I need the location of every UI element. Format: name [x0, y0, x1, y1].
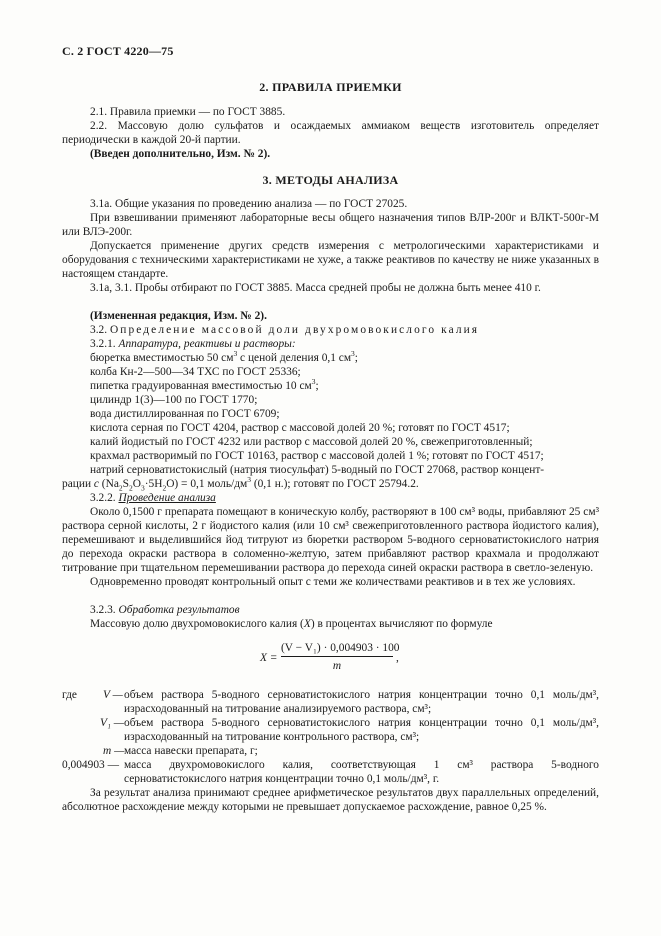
amendment-note-3: (Измененная редакция, Изм. № 2). — [90, 310, 267, 322]
clause-3-2 — [90, 323, 479, 337]
clause-3-2-number: 3.2. — [90, 324, 108, 336]
item-cylinder: цилиндр 1(3)—100 по ГОСТ 1770; — [90, 394, 258, 406]
formula-comma: , — [396, 652, 399, 664]
page-header: С. 2 ГОСТ 4220—75 — [62, 44, 174, 58]
item-starch: крахмал растворимый по ГОСТ 10163, раствор с массовой долей 1 %; готовят по ГОСТ 4517; — [90, 450, 544, 462]
amendment-note-2: (Введен дополнительно, Изм. № 2). — [90, 148, 271, 160]
where-label: где — [62, 689, 77, 701]
formula-intro: Массовую долю двухромовокислого калия (X) в процентах вычисляют по формуле — [90, 618, 493, 630]
clause-3-2-3 — [90, 603, 240, 617]
term-v-label: V — — [103, 689, 123, 701]
clause-3-2-1-title: Аппаратура, реактивы и растворы: — [118, 338, 296, 350]
formula-denominator: m — [332, 660, 342, 672]
term-m-text: масса навески препарата, г; — [124, 745, 258, 757]
item-water: вода дистиллированная по ГОСТ 6709; — [90, 408, 280, 420]
paragraph-2-2: 2.2. Массовую долю сульфатов и осаждаемых аммиаком веществ изготовитель определяет периодически в каждой 20-й партии. — [62, 120, 599, 147]
term-v1-label: V₁ — — [100, 717, 124, 729]
clause-3-2-3-title: Обработка результатов — [118, 604, 240, 616]
term-v1-text: объем раствора 5-водного серноватистокислого натрия концентрации точно 0,1 моль/дм³, израсходованный на титрование контрольного раствора, см³; — [124, 717, 599, 744]
clause-3-2-1 — [90, 337, 296, 351]
section-2-title: 2. ПРАВИЛА ПРИЕМКИ — [259, 80, 402, 94]
clause-3-2-3-number: 3.2.3. — [90, 604, 116, 616]
control-experiment: Одновременно проводят контрольный опыт с теми же количествами реактивов и в тех же условиях. — [90, 576, 576, 588]
clause-3-2-1-number: 3.2.1. — [90, 338, 116, 350]
clause-3-2-2-number: 3.2.2. — [90, 492, 116, 504]
final-result-paragraph: За результат анализа принимают среднее арифметическое результатов двух параллельных определений, абсолютное расхождение между которыми не превышает допускаемое расхождение, равное 0,25 %. — [62, 787, 599, 814]
paragraph-scales: При взвешивании применяют лабораторные весы общего назначения типов ВЛР-200г и ВЛКТ-500г-М или ВЛЭ-200г. — [62, 212, 599, 239]
analysis-procedure: Около 0,1500 г препарата помещают в коническую колбу, растворяют в 100 см³ воды, прибавляют 25 см³ раствора серной кислоты, 2 г йодистого калия (или 10 см³ свежеприготовленного раствора йодистого калия), перемешивают и выделившийся йод титруют из бюретки раствором 5-водного серноватистокислого натрия до перехода окраски раствора в соломенно-желтую, затем прибавляют раствор крахмала и продолжают титрование при тщательном перемешивании раствора до перехода синей окраски раствора в светло-зеленую. — [62, 506, 599, 575]
item-thiosulfate-line-2: рации c $(Na_2S_2O_3\cdot 5H_2O) = 0,1$ моль/$дм^3$ (0,1 н.); готовят по ГОСТ 25794.2. — [62, 475, 419, 493]
paragraph-3-1a: 3.1а. Общие указания по проведению анализа — по ГОСТ 27025. — [90, 198, 408, 210]
clause-3-2-2 — [90, 491, 216, 505]
item-sulfuric-acid: кислота серная по ГОСТ 4204, раствор с массовой долей 20 %; готовят по ГОСТ 4517; — [90, 422, 510, 434]
mass-fraction-formula — [260, 641, 420, 675]
fraction-bar — [281, 656, 393, 657]
term-coefficient-text: масса двухромовокислого калия, соответствующая 1 см³ раствора 5-водного серноватистокислого натрия концентрации точно 0,1 моль/дм³, г. — [124, 759, 599, 786]
term-m-label: m — — [103, 745, 125, 757]
paragraph-equipment: Допускается применение других средств измерения с метрологическими характеристиками и оборудования с техническими характеристиками не хуже, а также реактивов по качеству не ниже указанных в настоящем стандарте. — [62, 240, 599, 281]
formula-lhs: X = — [260, 652, 278, 664]
item-potassium-iodide: калий йодистый по ГОСТ 4232 или раствор с массовой долей 20 %, свежеприготовленный; — [90, 436, 533, 448]
paragraph-2-1: 2.1. Правила приемки — по ГОСТ 3885. — [90, 106, 286, 118]
item-pipette: пипетка градуированная вместимостью 10 $см^3$; — [90, 377, 319, 392]
item-flask: колба Кн-2—500—34 ТХС по ГОСТ 25336; — [90, 366, 301, 378]
clause-3-2-title: Определение массовой доли двухромовокислого калия — [109, 324, 480, 336]
term-v-text: объем раствора 5-водного серноватистокислого натрия концентрации точно 0,1 моль/дм³, израсходованный на титрование анализируемого раствора, см³; — [124, 689, 599, 716]
clause-3-2-2-title: Проведение анализа — [118, 492, 216, 504]
section-3-title: 3. МЕТОДЫ АНАЛИЗА — [262, 173, 399, 187]
formula-numerator: (V − V₁) · 0,004903 · 100 — [281, 642, 400, 654]
paragraph-3-1: 3.1а, 3.1. Пробы отбирают по ГОСТ 3885. Масса средней пробы не должна быть менее 410 г. — [90, 282, 541, 294]
item-thiosulfate-line-1: натрий серноватистокислый (натрия тиосульфат) 5-водный по ГОСТ 27068, раствор концент- — [90, 464, 545, 476]
term-coefficient-label: 0,004903 — — [62, 759, 119, 771]
item-burette: бюретка вместимостью 50 $см^3$ с ценой деления 0,1 $см^3$; — [90, 349, 358, 364]
